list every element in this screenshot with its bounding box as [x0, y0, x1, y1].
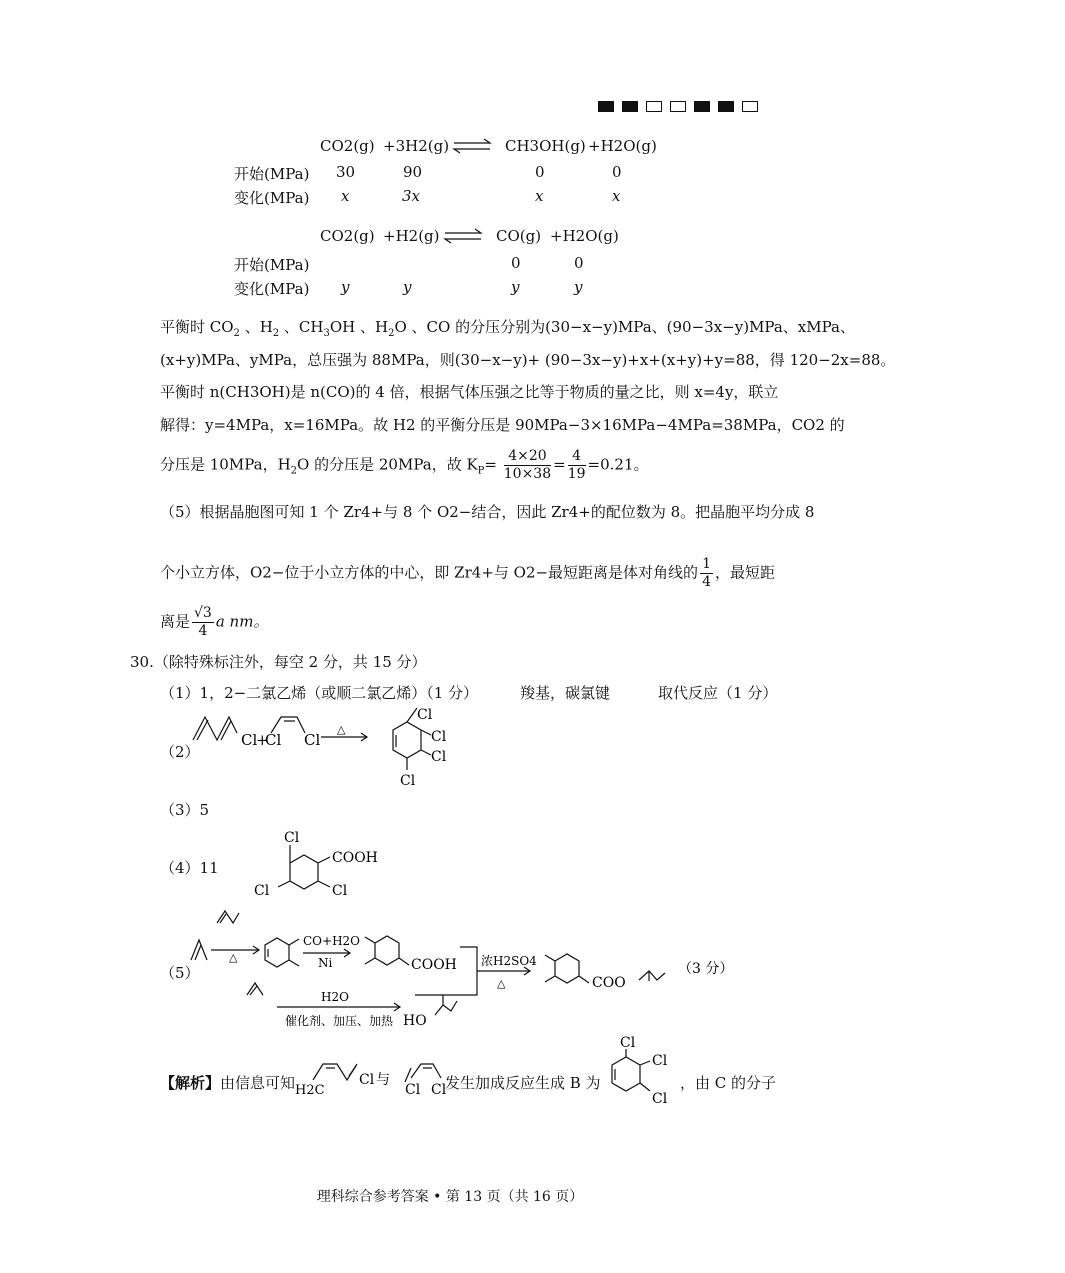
r1-start-v4: 0 [612, 163, 622, 181]
delta-label: △ [497, 977, 506, 990]
cl-label: Cl [284, 830, 300, 846]
synthesis-scheme [185, 905, 734, 1030]
cl-label: Cl [620, 1035, 636, 1051]
r2-species-3: CO(g) [496, 227, 542, 245]
q30-answer5-label: （5） [160, 964, 200, 982]
delta-label: △ [229, 951, 238, 964]
q30-answer3: （3）5 [160, 801, 210, 819]
para1-line4: 解得：y=4MPa，x=16MPa。故 H2 的平衡分压是 90MPa−3×16MPa−4MPa=38MPa，CO2 的 [160, 416, 845, 434]
analysis-text2: 发生加成反应生成 B 为 [445, 1074, 601, 1092]
r2-start-label: 开始(MPa) [234, 256, 310, 274]
analysis-line: 【解析】由信息可知 [160, 1074, 296, 1092]
mark-filled [598, 101, 614, 112]
analysis-reactants [293, 1050, 413, 1100]
para1-line1: 平衡时 $CO_2$ 、$H_2$ 、$CH_3OH$ 、$H_2O$ 、CO 的分压分别为(30−x−y)MPa、(90−3x−y)MPa、xMPa、 [160, 318, 855, 339]
analysis-product-b [600, 1035, 680, 1115]
answer4-structure [240, 825, 380, 915]
cl-label: Cl [431, 749, 447, 765]
fraction-kp: $\frac{4\times 20}{10\times 38}$ [503, 448, 552, 482]
para2-line3: 离是 $\frac{√3}{4}$ a nm。 [160, 605, 269, 639]
analysis-dichloroethene [405, 1050, 445, 1100]
cl-label: Cl [431, 1082, 447, 1098]
conditions-label: 催化剂、加压、加热 [285, 1014, 394, 1028]
r2-species-1: CO2(g) [320, 227, 375, 245]
cl-label: Cl [652, 1091, 668, 1107]
r2-start-v4: 0 [574, 254, 584, 272]
diels-alder-scheme [185, 705, 445, 795]
r1-change-v3: x [535, 187, 544, 205]
ni-label: Ni [318, 956, 333, 970]
h2c-label: H2C [295, 1083, 325, 1098]
cooh-label: COOH [332, 850, 378, 866]
r1-start-label: 开始(MPa) [234, 165, 310, 183]
mark-empty [670, 101, 686, 112]
cl-label: Cl [431, 729, 447, 745]
r1-start-v1: 30 [336, 163, 356, 181]
mark-filled [694, 101, 710, 112]
mark-empty [646, 101, 662, 112]
q30-title: 30.（除特殊标注外，每空 2 分，共 15 分） [130, 653, 427, 671]
r1-species-1: CO2(g) [320, 137, 375, 155]
r2-change-v1: y [341, 278, 350, 296]
mark-empty [742, 101, 758, 112]
cooh-label: COOH [411, 957, 457, 973]
ho-label: HO [403, 1013, 427, 1029]
r1-change-v2: 3x [402, 187, 421, 205]
coo-label: COO [592, 975, 626, 991]
h2so4-label: 浓H2SO4 [481, 954, 537, 968]
header-marks [598, 101, 758, 112]
page-footer: 理科综合参考答案 • 第 13 页（共 16 页） [316, 1189, 584, 1205]
cl-label: Cl [359, 1072, 375, 1088]
fraction-sqrt3-over-4: $\frac{√3}{4}$ [194, 605, 212, 639]
cl-label: Cl [405, 1082, 421, 1098]
score-label: （3 分） [678, 961, 734, 977]
and-label: 与 [376, 1072, 390, 1088]
r1-species-4: +H2O(g) [588, 137, 657, 155]
cl-label: Cl [332, 883, 348, 899]
equilibrium-arrow-icon [443, 228, 483, 244]
r1-start-v2: 90 [403, 163, 423, 181]
para2-line1: （5）根据晶胞图可知 1 个 Zr4+与 8 个 O2−结合，因此 Zr4+的配位数为 8。把晶胞平均分成 8 [160, 503, 815, 521]
para2-line2: 个小立方体，O2−位于小立方体的中心，即 Zr4+与 O2−最短距离是体对角线的 $\frac{1}{4}$ ，最短距 [160, 556, 775, 590]
cl-label: Cl [417, 707, 433, 723]
q30-answer4: （4）11 [160, 859, 219, 877]
q30-answer1: （1）1，2−二氯乙烯（或顺二氯乙烯）（1 分） 羧基，碳氯键 取代反应（1 分） [160, 684, 778, 702]
r2-start-v3: 0 [511, 254, 521, 272]
r2-change-v3: y [511, 278, 520, 296]
cl-label: Cl [265, 731, 282, 749]
para1-line2: (x+y)MPa、yMPa，总压强为 88MPa，则(30−x−y)+ (90−3x−y)+x+(x+y)+y=88，得 120−2x=88。 [160, 351, 896, 369]
r2-change-v4: y [574, 278, 583, 296]
r2-species-2: +H2(g) [383, 227, 440, 245]
cl-label: Cl [254, 883, 270, 899]
r1-change-label: 变化(MPa) [234, 189, 310, 207]
mark-filled [622, 101, 638, 112]
delta-label: △ [337, 723, 346, 736]
r1-change-v1: x [341, 187, 350, 205]
fraction-quarter: $\frac{1}{4}$ [702, 556, 711, 590]
r2-change-v2: y [403, 278, 412, 296]
r1-start-v3: 0 [535, 163, 545, 181]
r1-species-2: +3H2(g) [383, 137, 450, 155]
para1-line3: 平衡时 n(CH3OH)是 n(CO)的 4 倍，根据气体压强之比等于物质的量之比，则 x=4y，联立 [160, 383, 779, 401]
h2o-label: H2O [321, 990, 349, 1004]
cl-label: Cl [400, 773, 416, 789]
fraction-kp-simplified: $\frac{4}{19}$ [567, 448, 586, 482]
cl-label: Cl [304, 731, 321, 749]
equilibrium-arrow-icon [452, 138, 492, 154]
cl-label: Cl [652, 1053, 668, 1069]
q30-answer2-label: （2） [160, 743, 200, 761]
co-h2o-label: CO+H2O [303, 934, 361, 948]
r1-change-v4: x [612, 187, 621, 205]
analysis-label: 【解析】 [160, 1074, 221, 1092]
mark-filled [718, 101, 734, 112]
cl-label: Cl [241, 731, 258, 749]
r2-species-4: +H2O(g) [550, 227, 619, 245]
analysis-text3: ，由 C 的分子 [680, 1074, 777, 1092]
r2-change-label: 变化(MPa) [234, 280, 310, 298]
r1-species-3: CH3OH(g) [505, 137, 586, 155]
para1-line5: 分压是 10MPa，$H_2O$ 的分压是 20MPa，故 $K_P=$ $\frac{4\times 20}{10\times 38}$ = $\frac{4}{19}$ =0.21。 [160, 448, 649, 482]
plus-sign: + [256, 731, 269, 749]
